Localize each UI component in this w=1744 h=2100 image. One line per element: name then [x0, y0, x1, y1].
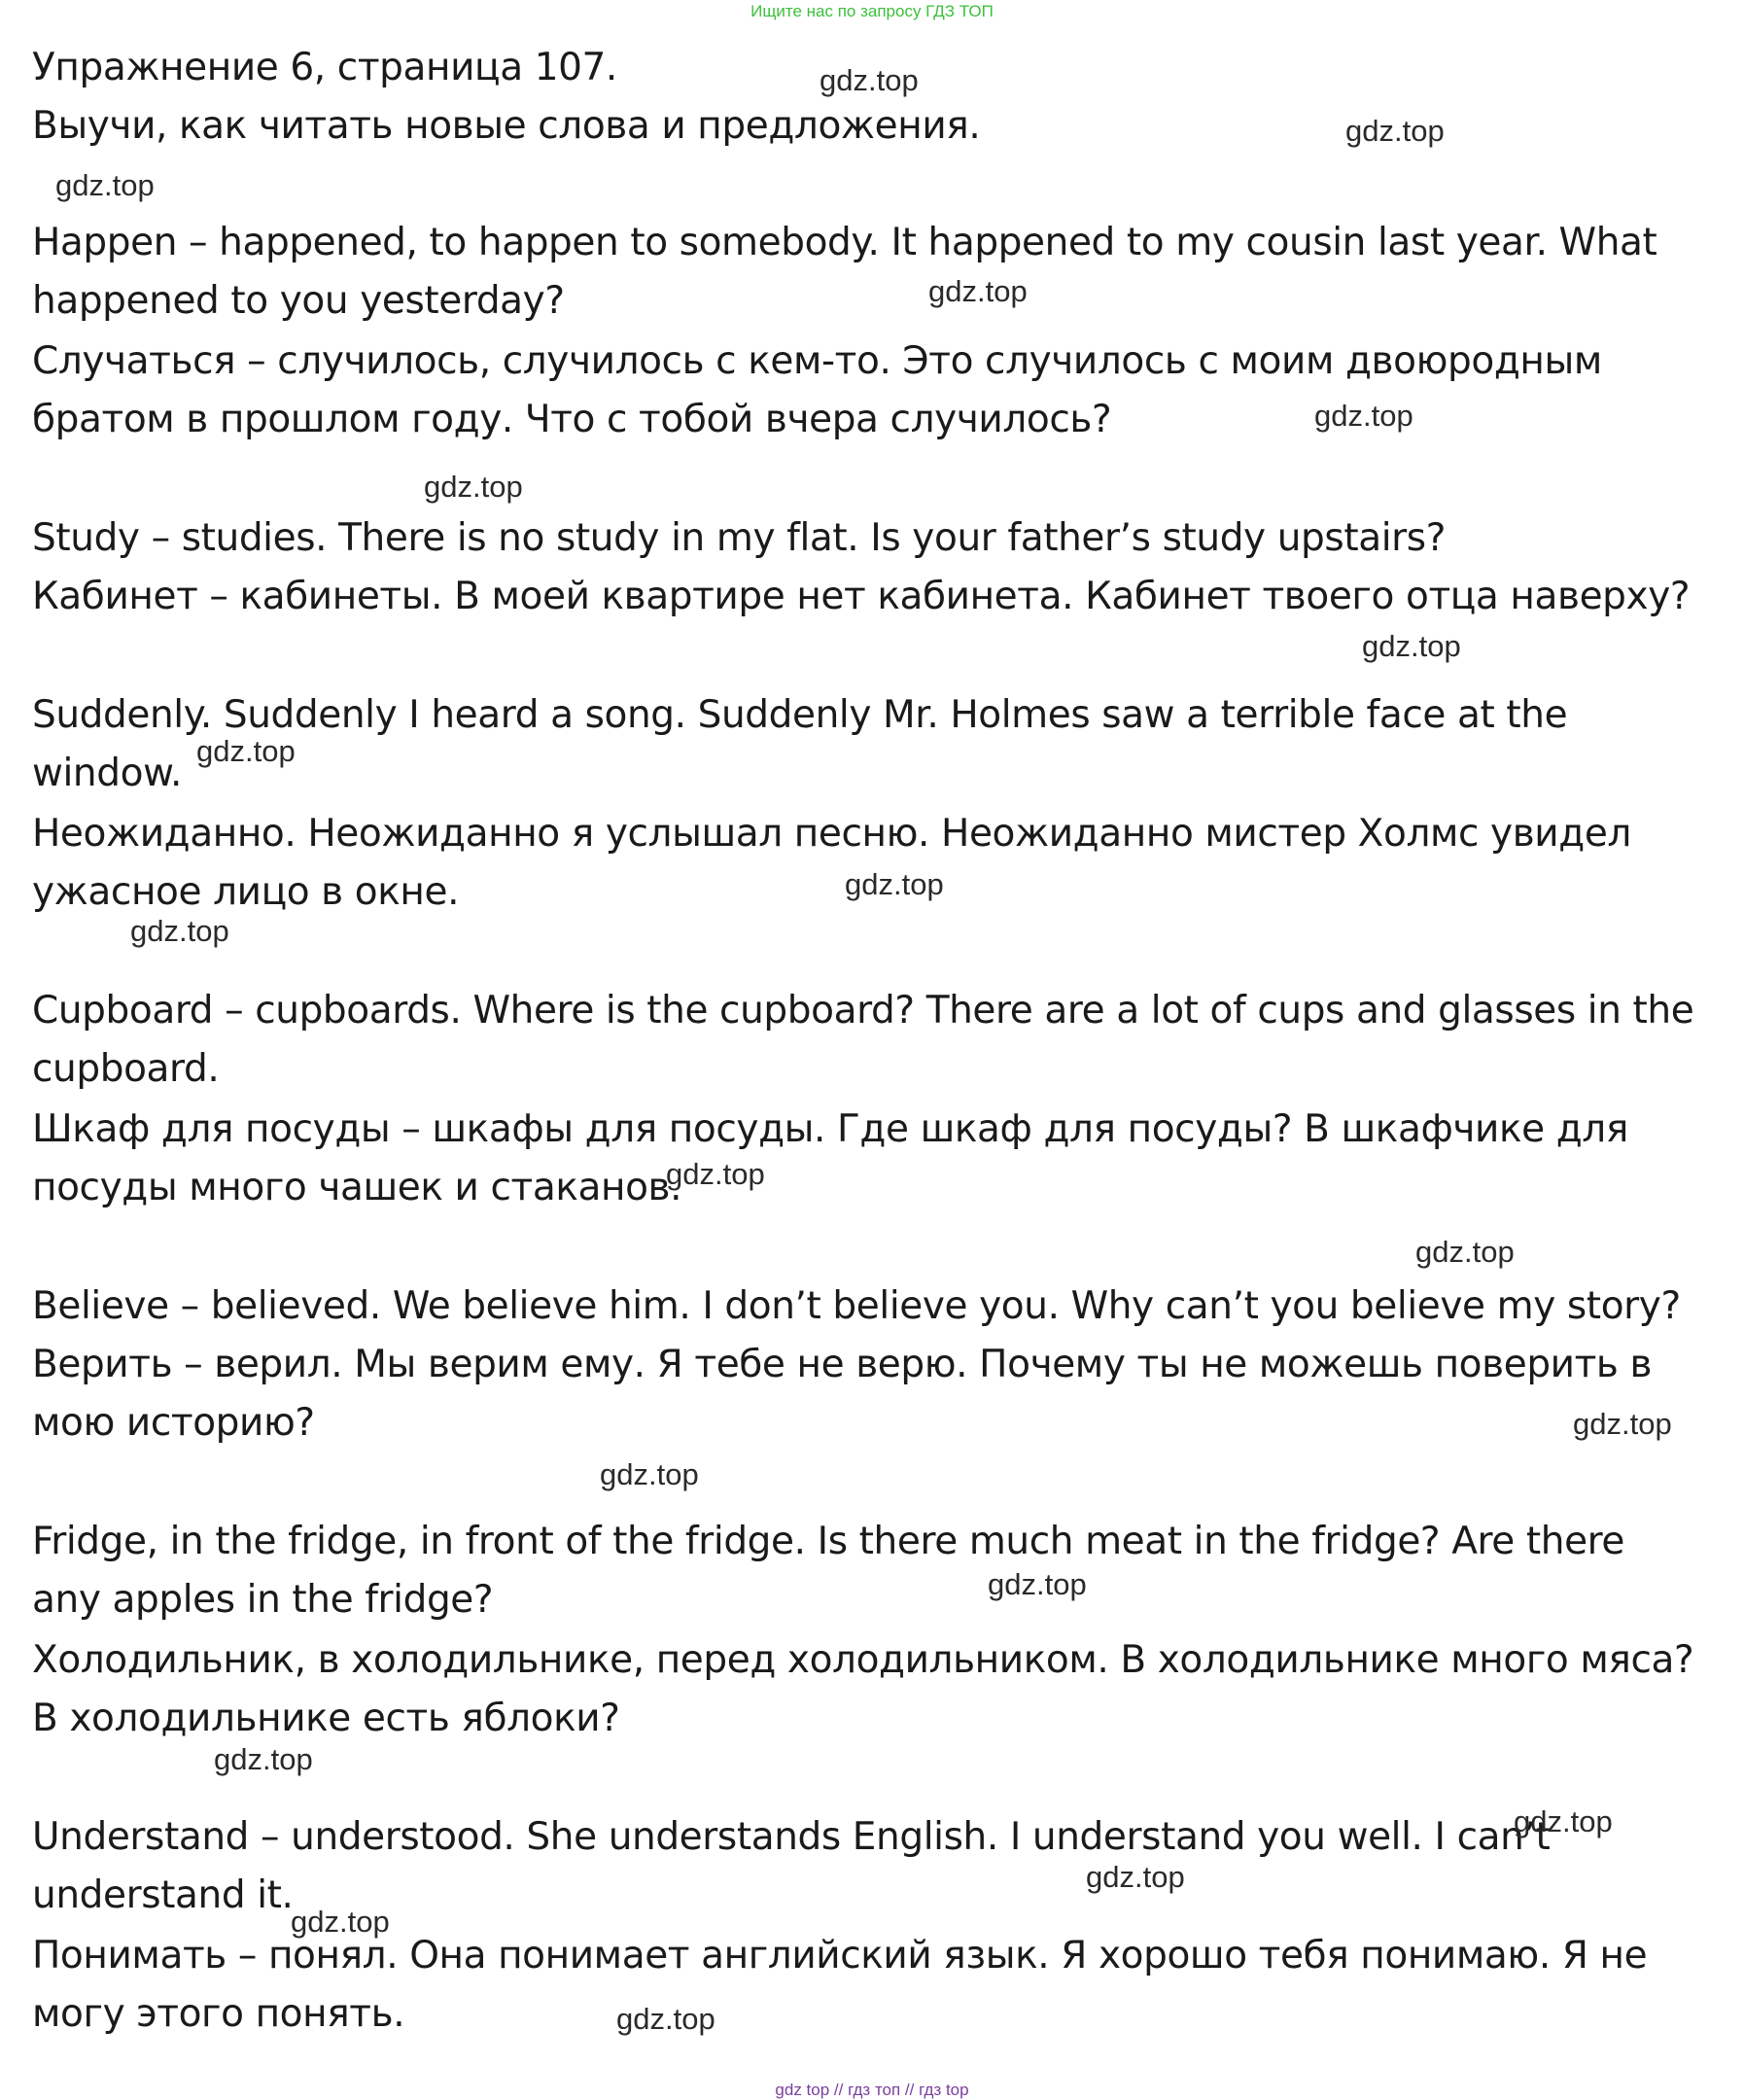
- watermark: gdz.top: [1314, 399, 1413, 433]
- watermark: gdz.top: [291, 1905, 390, 1939]
- watermark: gdz.top: [196, 734, 296, 768]
- watermark: gdz.top: [666, 1157, 765, 1191]
- watermark: gdz.top: [845, 867, 944, 901]
- text-line: Study – studies. There is no study in my flat. Is your father’s study upstairs?: [32, 516, 1446, 560]
- text-line: understand it.: [32, 1873, 294, 1917]
- text-line: window.: [32, 752, 182, 795]
- text-line: Понимать – понял. Она понимает английский язык. Я хорошо тебя понимаю. Я не: [32, 1934, 1648, 1978]
- text-line: Неожиданно. Неожиданно я услышал песню. Неожиданно мистер Холмс увидел: [32, 812, 1631, 856]
- text-line: мою историю?: [32, 1401, 315, 1445]
- watermark: gdz.top: [1086, 1860, 1185, 1894]
- exercise-title: Упражнение 6, страница 107.: [32, 46, 617, 89]
- exercise-instruction: Выучи, как читать новые слова и предложения.: [32, 104, 981, 148]
- text-line: могу этого понять.: [32, 1992, 405, 2036]
- text-line: посуды много чашек и стаканов.: [32, 1166, 682, 1209]
- text-line: Шкаф для посуды – шкафы для посуды. Где шкаф для посуды? В шкафчике для: [32, 1107, 1628, 1151]
- watermark: gdz.top: [820, 63, 919, 97]
- watermark: gdz.top: [600, 1457, 699, 1491]
- text-line: happened to you yesterday?: [32, 279, 565, 323]
- top-banner: Ищите нас по запросу ГДЗ ТОП: [750, 2, 994, 20]
- text-line: ужасное лицо в окне.: [32, 870, 460, 914]
- watermark: gdz.top: [1573, 1407, 1672, 1441]
- watermark: gdz.top: [1362, 629, 1461, 663]
- text-line: Believe – believed. We believe him. I don’t believe you. Why can’t you believe my story?: [32, 1284, 1681, 1328]
- watermark: gdz.top: [616, 2002, 715, 2036]
- watermark: gdz.top: [1514, 1804, 1613, 1838]
- watermark: gdz.top: [988, 1567, 1087, 1601]
- watermark: gdz.top: [55, 168, 155, 202]
- footer: gdz top // гдз топ // гдз top: [775, 2081, 969, 2099]
- text-line: братом в прошлом году. Что с тобой вчера случилось?: [32, 398, 1112, 441]
- text-line: Fridge, in the fridge, in front of the fridge. Is there much meat in the fridge? Are there: [32, 1520, 1625, 1563]
- text-line: Cupboard – cupboards. Where is the cupboard? There are a lot of cups and glasses in the: [32, 989, 1694, 1032]
- text-line: Холодильник, в холодильнике, перед холодильником. В холодильнике много мяса?: [32, 1638, 1694, 1682]
- text-line: Кабинет – кабинеты. В моей квартире нет кабинета. Кабинет твоего отца наверху?: [32, 575, 1691, 618]
- text-line: Happen – happened, to happen to somebody. It happened to my cousin last year. What: [32, 221, 1657, 264]
- watermark: gdz.top: [1345, 114, 1445, 148]
- watermark: gdz.top: [424, 470, 523, 504]
- text-line: Случаться – случилось, случилось с кем-то. Это случилось с моим двоюродным: [32, 339, 1602, 383]
- watermark: gdz.top: [130, 914, 229, 948]
- text-line: В холодильнике есть яблоки?: [32, 1697, 620, 1740]
- text-line: Верить – верил. Мы верим ему. Я тебе не верю. Почему ты не можешь поверить в: [32, 1343, 1653, 1386]
- watermark: gdz.top: [214, 1742, 313, 1776]
- watermark: gdz.top: [928, 274, 1028, 308]
- text-line: cupboard.: [32, 1047, 220, 1091]
- text-line: any apples in the fridge?: [32, 1578, 494, 1622]
- text-line: Suddenly. Suddenly I heard a song. Suddenly Mr. Holmes saw a terrible face at the: [32, 693, 1568, 737]
- text-line: Understand – understood. She understands English. I understand you well. I can’t: [32, 1815, 1551, 1859]
- watermark: gdz.top: [1415, 1235, 1515, 1269]
